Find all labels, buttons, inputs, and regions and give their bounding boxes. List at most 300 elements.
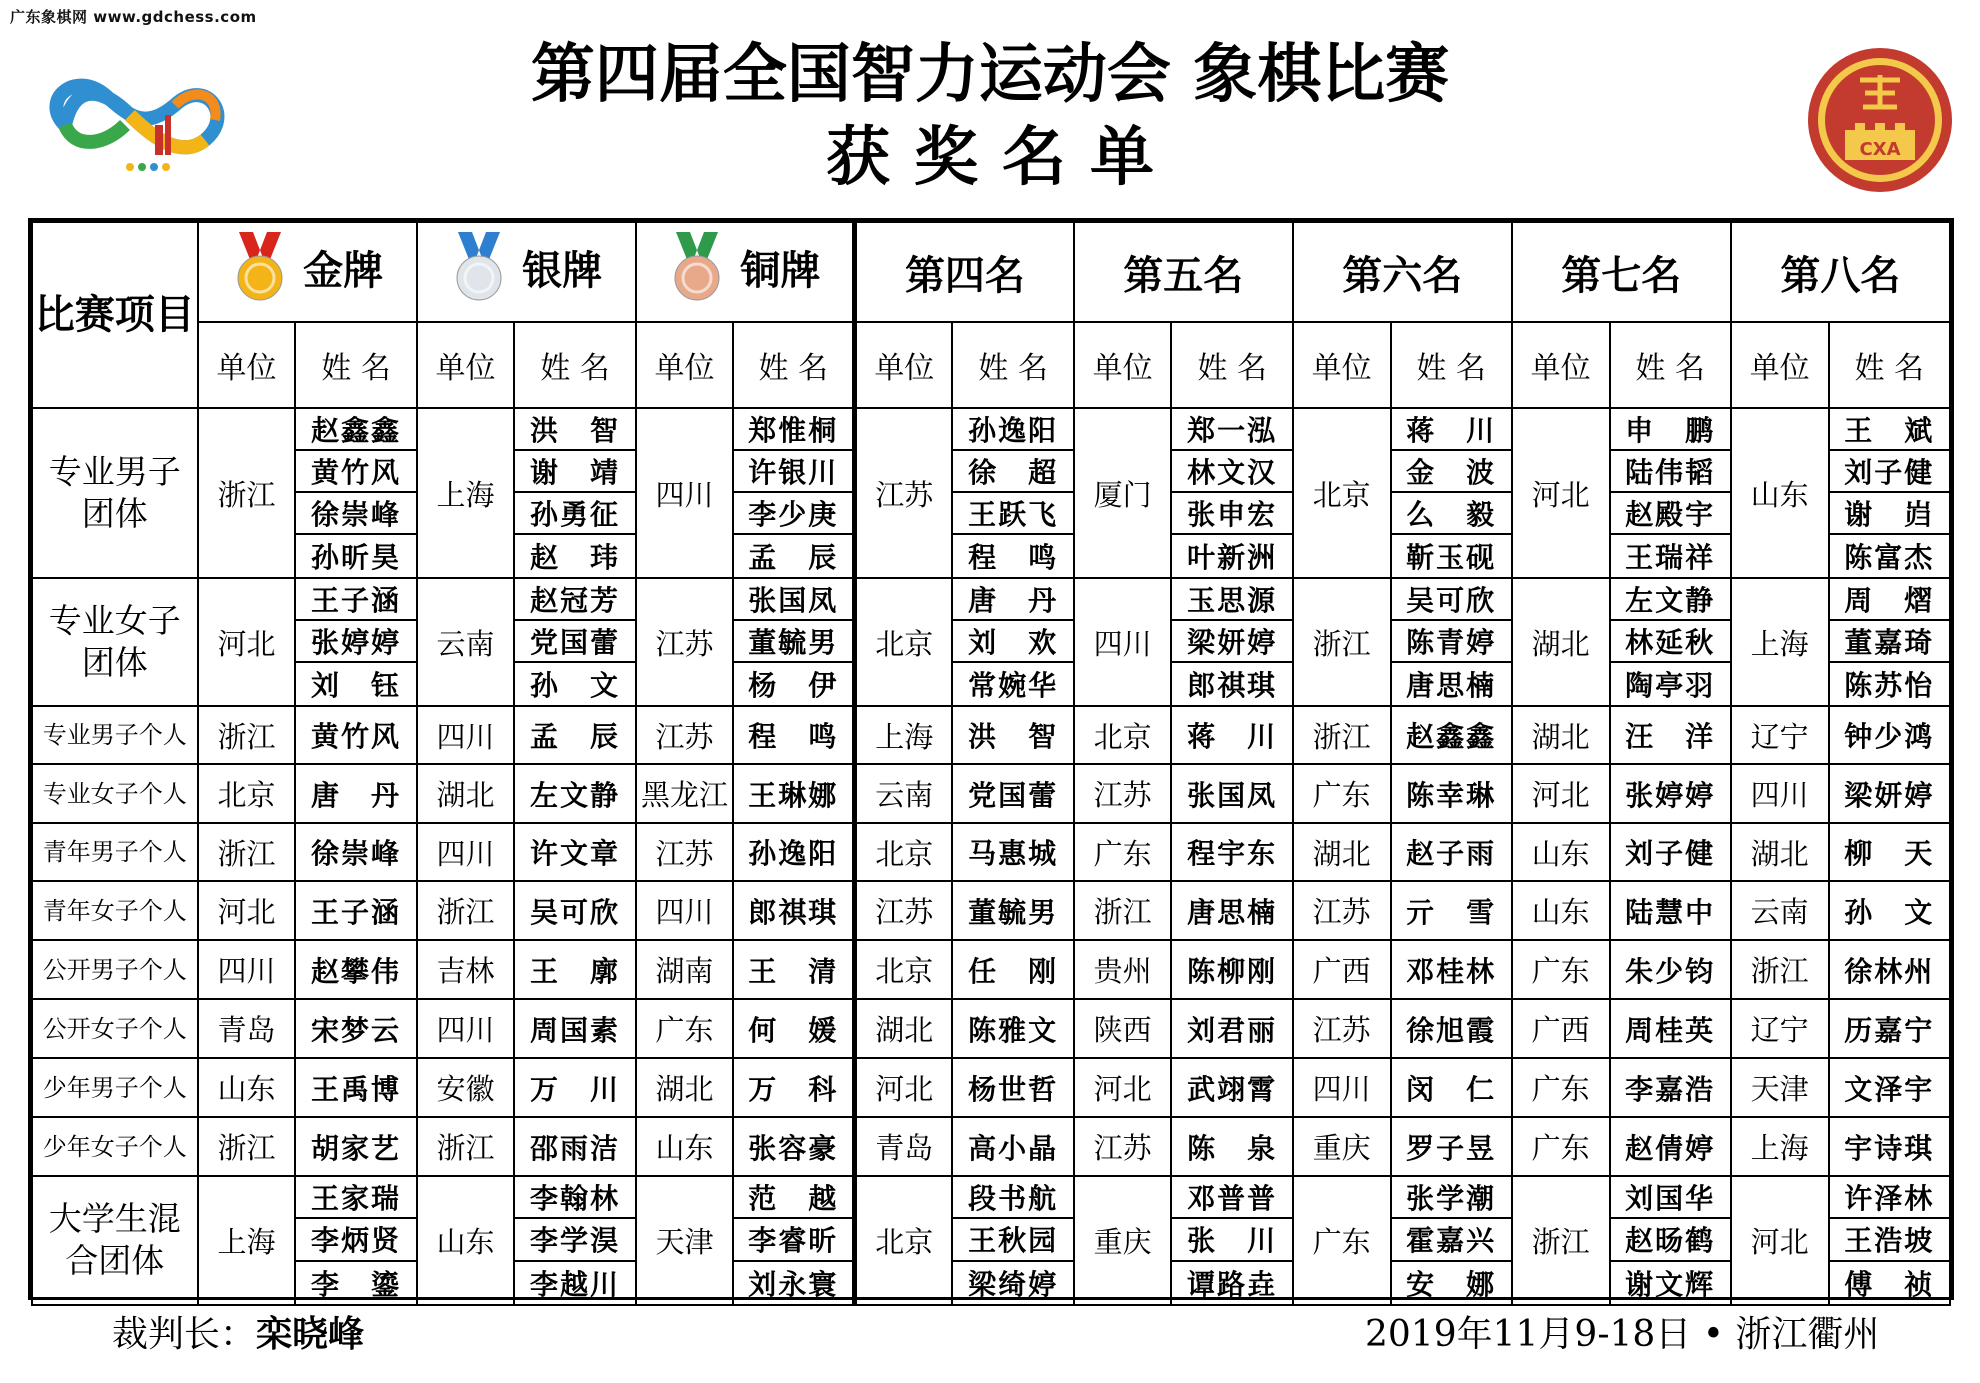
unit-cell: 湖北 xyxy=(636,1058,734,1117)
player-name: 王跃飞 xyxy=(953,493,1072,535)
names-cell xyxy=(1829,1176,1950,1305)
player-name: 陈青婷 xyxy=(1392,621,1511,663)
unit-cell: 北京 xyxy=(855,578,953,706)
names-cell xyxy=(1610,1117,1731,1176)
unit-cell: 浙江 xyxy=(417,881,515,940)
names-cell xyxy=(1391,408,1512,578)
player-name: 王瑞祥 xyxy=(1625,541,1716,574)
unit-cell: 辽宁 xyxy=(1731,999,1829,1058)
unit-cell: 四川 xyxy=(636,408,734,578)
player-name: 李嘉浩 xyxy=(1625,1072,1716,1106)
player-name: 王子涵 xyxy=(310,895,401,929)
unit-cell: 江苏 xyxy=(1293,881,1391,940)
unit-cell: 四川 xyxy=(417,823,515,881)
award-row xyxy=(32,1117,1950,1176)
names-cell xyxy=(1171,940,1292,999)
names-cell xyxy=(952,940,1073,999)
page-subtitle: 获奖名单 xyxy=(826,121,1178,195)
names-cell xyxy=(295,999,416,1058)
unit-cell: 广东 xyxy=(1512,940,1610,999)
player-name: 常婉华 xyxy=(968,669,1059,702)
player-name: 任 刚 xyxy=(968,954,1059,988)
names-cell xyxy=(733,881,854,940)
names-cell xyxy=(952,1117,1073,1176)
event-name: 青年女子个人 xyxy=(32,881,198,940)
unit-cell: 辽宁 xyxy=(1731,706,1829,764)
names-cell xyxy=(514,823,635,881)
unit-cell: 广东 xyxy=(1293,1176,1391,1305)
names-cell xyxy=(514,408,635,578)
award-row xyxy=(32,823,1950,881)
player-name: 张 川 xyxy=(1172,1219,1291,1261)
player-name: 程 鸣 xyxy=(748,720,839,753)
player-name: 么 毅 xyxy=(1392,493,1511,535)
player-name: 玉思源 xyxy=(1172,579,1291,621)
names-cell xyxy=(1610,999,1731,1058)
names-cell xyxy=(733,578,854,706)
unit-cell: 陕西 xyxy=(1074,999,1172,1058)
player-name: 李翰林 xyxy=(515,1177,634,1219)
player-name: 左文静 xyxy=(1611,579,1730,621)
unit-cell: 广西 xyxy=(1293,940,1391,999)
player-name: 周桂英 xyxy=(1625,1013,1716,1047)
names-cell xyxy=(952,999,1073,1058)
unit-cell: 浙江 xyxy=(1074,881,1172,940)
referee-label: 裁判长： xyxy=(112,1314,257,1355)
names-cell xyxy=(1829,764,1950,823)
player-name: 张婷婷 xyxy=(1625,778,1716,812)
player-name: 董毓男 xyxy=(734,621,852,663)
event-name: 少年男子个人 xyxy=(32,1058,198,1117)
names-cell xyxy=(1610,1176,1731,1305)
player-name: 蒋 川 xyxy=(1187,720,1278,753)
names-cell xyxy=(1171,881,1292,940)
names-cell xyxy=(514,1117,635,1176)
player-name: 孙逸阳 xyxy=(748,837,839,870)
unit-cell: 浙江 xyxy=(1512,1176,1610,1305)
names-cell xyxy=(295,1176,416,1305)
unit-cell: 云南 xyxy=(855,764,953,823)
player-name: 张婷婷 xyxy=(296,621,415,663)
unit-cell: 吉林 xyxy=(417,940,515,999)
unit-col-header: 单位 xyxy=(1074,322,1172,408)
player-name: 孙 文 xyxy=(1844,895,1935,929)
place-header-3 xyxy=(636,222,855,322)
names-cell xyxy=(1829,1117,1950,1176)
unit-cell: 湖北 xyxy=(1293,823,1391,881)
place-label: 第四名 xyxy=(904,252,1025,299)
unit-cell: 江苏 xyxy=(1074,1117,1172,1176)
place-label: 金牌 xyxy=(303,247,384,294)
names-cell xyxy=(1391,578,1512,706)
player-name: 陈雅文 xyxy=(968,1013,1059,1047)
player-name: 张容豪 xyxy=(748,1131,839,1165)
player-name: 邵雨洁 xyxy=(530,1131,621,1165)
player-name: 宇诗琪 xyxy=(1844,1131,1935,1165)
unit-cell: 山东 xyxy=(1512,823,1610,881)
player-name: 邓桂林 xyxy=(1406,954,1497,988)
unit-cell: 四川 xyxy=(636,881,734,940)
player-name: 李 鎏 xyxy=(310,1267,401,1301)
event-name: 少年女子个人 xyxy=(32,1117,198,1176)
player-name: 靳玉砚 xyxy=(1406,541,1497,574)
player-name: 王子涵 xyxy=(296,579,415,621)
names-cell xyxy=(514,881,635,940)
name-col-header: 姓 名 xyxy=(1829,322,1950,408)
unit-cell: 浙江 xyxy=(198,1117,296,1176)
unit-cell: 湖北 xyxy=(1731,823,1829,881)
award-row xyxy=(32,578,1950,706)
names-cell xyxy=(295,706,416,764)
unit-cell: 山东 xyxy=(198,1058,296,1117)
player-name: 孙 文 xyxy=(530,669,621,702)
player-name: 王 斌 xyxy=(1830,409,1949,451)
name-col-header: 姓 名 xyxy=(952,322,1073,408)
player-name: 傅 祯 xyxy=(1844,1267,1935,1301)
names-cell xyxy=(733,940,854,999)
player-name: 张申宏 xyxy=(1172,493,1291,535)
player-name: 赵鑫鑫 xyxy=(296,409,415,451)
place-header-2 xyxy=(417,222,636,322)
player-name: 高小晶 xyxy=(968,1131,1059,1165)
unit-col-header: 单位 xyxy=(1731,322,1829,408)
names-cell xyxy=(1171,764,1292,823)
award-row xyxy=(32,408,1950,578)
player-name: 罗子昱 xyxy=(1406,1131,1497,1165)
unit-cell: 上海 xyxy=(198,1176,296,1305)
player-name: 李越川 xyxy=(530,1267,621,1301)
unit-cell: 天津 xyxy=(636,1176,734,1305)
player-name: 朱少钧 xyxy=(1625,954,1716,988)
award-row xyxy=(32,1058,1950,1117)
unit-cell: 江苏 xyxy=(636,823,734,881)
unit-cell: 云南 xyxy=(417,578,515,706)
unit-cell: 浙江 xyxy=(1293,706,1391,764)
unit-cell: 天津 xyxy=(1731,1058,1829,1117)
unit-cell: 江苏 xyxy=(636,706,734,764)
names-cell xyxy=(514,1058,635,1117)
place-label: 银牌 xyxy=(522,247,603,294)
player-name: 周 熠 xyxy=(1830,579,1949,621)
player-name: 程宇东 xyxy=(1187,837,1278,870)
place-label: 第八名 xyxy=(1780,252,1901,299)
site-watermark: 广东象棋网 www.gdchess.com xyxy=(10,8,257,26)
names-cell xyxy=(952,706,1073,764)
names-cell xyxy=(1391,1176,1512,1305)
player-name: 赵旸鹤 xyxy=(1611,1219,1730,1261)
names-cell xyxy=(514,578,635,706)
unit-cell: 广东 xyxy=(1293,764,1391,823)
player-name: 谢文辉 xyxy=(1625,1267,1716,1301)
player-name: 张国凤 xyxy=(734,579,852,621)
unit-cell: 上海 xyxy=(855,706,953,764)
unit-cell: 四川 xyxy=(1293,1058,1391,1117)
name-col-header: 姓 名 xyxy=(733,322,854,408)
player-name: 洪 智 xyxy=(515,409,634,451)
page-title: 第四届全国智力运动会 象棋比赛 xyxy=(530,38,1450,112)
player-name: 董毓男 xyxy=(968,895,1059,929)
unit-cell: 浙江 xyxy=(198,706,296,764)
unit-cell: 浙江 xyxy=(1293,578,1391,706)
player-name: 刘永寰 xyxy=(748,1267,839,1301)
unit-cell: 广东 xyxy=(1074,823,1172,881)
player-name: 唐思楠 xyxy=(1406,669,1497,702)
award-grid xyxy=(31,221,1951,1306)
player-name: 汪 洋 xyxy=(1625,720,1716,753)
unit-cell: 浙江 xyxy=(198,823,296,881)
unit-cell: 北京 xyxy=(1074,706,1172,764)
player-name: 霍嘉兴 xyxy=(1392,1219,1511,1261)
names-cell xyxy=(733,1058,854,1117)
unit-cell: 广东 xyxy=(1512,1117,1610,1176)
names-cell xyxy=(514,999,635,1058)
player-name: 林延秋 xyxy=(1611,621,1730,663)
player-name: 范 越 xyxy=(734,1177,852,1219)
player-name: 董嘉琦 xyxy=(1830,621,1949,663)
unit-cell: 湖北 xyxy=(855,999,953,1058)
player-name: 叶新洲 xyxy=(1187,541,1278,574)
player-name: 许泽林 xyxy=(1830,1177,1949,1219)
names-cell xyxy=(952,881,1073,940)
player-name: 王琳娜 xyxy=(748,778,839,812)
player-name: 陈柳刚 xyxy=(1187,954,1278,988)
unit-cell: 厦门 xyxy=(1074,408,1172,578)
names-cell xyxy=(952,823,1073,881)
player-name: 李少庚 xyxy=(734,493,852,535)
unit-cell: 江苏 xyxy=(1074,764,1172,823)
player-name: 武翊霄 xyxy=(1187,1072,1278,1106)
player-name: 孟 辰 xyxy=(748,541,839,574)
player-name: 赵鑫鑫 xyxy=(1406,720,1497,753)
unit-cell: 北京 xyxy=(855,1176,953,1305)
names-cell xyxy=(733,764,854,823)
unit-cell: 湖北 xyxy=(1512,578,1610,706)
names-cell xyxy=(514,764,635,823)
player-name: 徐崇峰 xyxy=(296,493,415,535)
player-name: 孙勇征 xyxy=(515,493,634,535)
referee xyxy=(112,1312,364,1358)
place-header-4 xyxy=(855,222,1074,322)
names-cell xyxy=(733,408,854,578)
player-name: 何 媛 xyxy=(748,1013,839,1047)
player-name: 张国凤 xyxy=(1187,778,1278,812)
unit-cell: 四川 xyxy=(1074,578,1172,706)
event-name: 专业女子团体 xyxy=(32,578,198,706)
player-name: 许文章 xyxy=(530,837,621,870)
award-row xyxy=(32,706,1950,764)
unit-cell: 浙江 xyxy=(1731,940,1829,999)
player-name: 刘国华 xyxy=(1611,1177,1730,1219)
player-name: 刘 欢 xyxy=(953,621,1072,663)
player-name: 宋梦云 xyxy=(310,1013,401,1047)
unit-cell: 广东 xyxy=(636,999,734,1058)
unit-col-header: 单位 xyxy=(636,322,734,408)
unit-cell: 江苏 xyxy=(636,578,734,706)
names-cell xyxy=(1171,706,1292,764)
names-cell xyxy=(295,1117,416,1176)
player-name: 段书航 xyxy=(953,1177,1072,1219)
player-name: 马惠城 xyxy=(968,837,1059,870)
player-name: 杨世哲 xyxy=(968,1072,1059,1106)
names-cell xyxy=(1171,578,1292,706)
names-cell xyxy=(1391,823,1512,881)
unit-cell: 浙江 xyxy=(417,1117,515,1176)
unit-cell: 河北 xyxy=(198,578,296,706)
names-cell xyxy=(1171,1176,1292,1305)
unit-cell: 山东 xyxy=(1512,881,1610,940)
names-cell xyxy=(1610,578,1731,706)
date-place: 2019年11月9-18日 • 浙江衢州 xyxy=(1365,1314,1880,1355)
player-name: 李学淏 xyxy=(515,1219,634,1261)
player-name: 钟少鸿 xyxy=(1844,720,1935,753)
award-row xyxy=(32,764,1950,823)
names-cell xyxy=(952,1176,1073,1305)
names-cell xyxy=(952,578,1073,706)
names-cell xyxy=(733,1176,854,1305)
player-name: 陆伟韬 xyxy=(1611,451,1730,493)
names-cell xyxy=(514,1176,635,1305)
award-row xyxy=(32,940,1950,999)
names-cell xyxy=(1391,764,1512,823)
name-col-header: 姓 名 xyxy=(1610,322,1731,408)
names-cell xyxy=(1171,823,1292,881)
player-name: 刘子健 xyxy=(1625,837,1716,870)
unit-cell: 上海 xyxy=(1731,1117,1829,1176)
player-name: 刘君丽 xyxy=(1187,1013,1278,1047)
unit-cell: 云南 xyxy=(1731,881,1829,940)
names-cell xyxy=(1391,706,1512,764)
player-name: 李睿昕 xyxy=(734,1219,852,1261)
names-cell xyxy=(733,706,854,764)
player-name: 谭路垚 xyxy=(1187,1267,1278,1301)
names-cell xyxy=(1610,823,1731,881)
unit-cell: 贵州 xyxy=(1074,940,1172,999)
names-cell xyxy=(952,1058,1073,1117)
player-name: 周国素 xyxy=(530,1013,621,1047)
unit-cell: 河北 xyxy=(1074,1058,1172,1117)
unit-cell: 北京 xyxy=(198,764,296,823)
place-header-6 xyxy=(1293,222,1512,322)
player-name: 谢 靖 xyxy=(515,451,634,493)
unit-cell: 江苏 xyxy=(1293,999,1391,1058)
names-cell xyxy=(1829,823,1950,881)
place-label: 第六名 xyxy=(1342,252,1463,299)
player-name: 闵 仁 xyxy=(1406,1072,1497,1106)
player-name: 胡家艺 xyxy=(310,1131,401,1165)
unit-cell: 安徽 xyxy=(417,1058,515,1117)
names-cell xyxy=(1829,881,1950,940)
player-name: 唐 丹 xyxy=(953,579,1072,621)
player-name: 张学潮 xyxy=(1392,1177,1511,1219)
unit-cell: 广东 xyxy=(1512,1058,1610,1117)
names-cell xyxy=(1610,881,1731,940)
player-name: 赵倩婷 xyxy=(1625,1131,1716,1165)
player-name: 党国蕾 xyxy=(968,778,1059,812)
player-name: 许银川 xyxy=(734,451,852,493)
unit-cell: 四川 xyxy=(417,706,515,764)
names-cell xyxy=(1171,408,1292,578)
name-col-header: 姓 名 xyxy=(514,322,635,408)
gold-medal-icon xyxy=(231,232,289,302)
place-header-7 xyxy=(1512,222,1731,322)
place-label: 铜牌 xyxy=(740,247,821,294)
player-name: 梁妍婷 xyxy=(1172,621,1291,663)
award-row xyxy=(32,999,1950,1058)
unit-cell: 河北 xyxy=(1731,1176,1829,1305)
unit-cell: 河北 xyxy=(198,881,296,940)
unit-cell: 山东 xyxy=(417,1176,515,1305)
player-name: 赵殿宇 xyxy=(1611,493,1730,535)
player-name: 吴可欣 xyxy=(530,895,621,929)
names-cell xyxy=(514,706,635,764)
place-label: 第七名 xyxy=(1561,252,1682,299)
player-name: 唐思楠 xyxy=(1187,895,1278,929)
player-name: 赵冠芳 xyxy=(515,579,634,621)
event-name: 公开女子个人 xyxy=(32,999,198,1058)
names-cell xyxy=(295,940,416,999)
names-cell xyxy=(1610,408,1731,578)
player-name: 金 波 xyxy=(1392,451,1511,493)
player-name: 陈富杰 xyxy=(1844,541,1935,574)
names-cell xyxy=(1171,1058,1292,1117)
player-name: 徐旭霞 xyxy=(1406,1013,1497,1047)
names-cell xyxy=(295,823,416,881)
silver-medal-icon xyxy=(450,232,508,302)
event-header: 比赛项目 xyxy=(32,222,198,408)
player-name: 程 鸣 xyxy=(968,541,1059,574)
names-cell xyxy=(295,881,416,940)
unit-cell: 青岛 xyxy=(855,1117,953,1176)
player-name: 刘子健 xyxy=(1830,451,1949,493)
cxa-logo-text: CXA xyxy=(1859,139,1901,160)
unit-col-header: 单位 xyxy=(1512,322,1610,408)
player-name: 杨 伊 xyxy=(748,669,839,702)
player-name: 赵 玮 xyxy=(530,541,621,574)
unit-cell: 黑龙江 xyxy=(636,764,734,823)
event-name: 专业男子个人 xyxy=(32,706,198,764)
player-name: 洪 智 xyxy=(968,720,1059,753)
player-name: 万 川 xyxy=(530,1072,621,1106)
unit-cell: 浙江 xyxy=(198,408,296,578)
unit-cell: 北京 xyxy=(855,823,953,881)
player-name: 柳 天 xyxy=(1844,837,1935,870)
names-cell xyxy=(1391,881,1512,940)
player-name: 陈 泉 xyxy=(1187,1131,1278,1165)
player-name: 孙昕昊 xyxy=(310,541,401,574)
cxa-logo xyxy=(1805,45,1955,195)
names-cell xyxy=(295,1058,416,1117)
player-name: 郎祺琪 xyxy=(1187,669,1278,702)
player-name: 梁绮婷 xyxy=(968,1267,1059,1301)
name-col-header: 姓 名 xyxy=(295,322,416,408)
names-cell xyxy=(1391,940,1512,999)
player-name: 陈幸琳 xyxy=(1406,778,1497,812)
player-name: 申 鹏 xyxy=(1611,409,1730,451)
unit-col-header: 单位 xyxy=(417,322,515,408)
name-col-header: 姓 名 xyxy=(1171,322,1292,408)
player-name: 徐 超 xyxy=(953,451,1072,493)
names-cell xyxy=(295,408,416,578)
place-label: 第五名 xyxy=(1123,252,1244,299)
unit-cell: 湖南 xyxy=(636,940,734,999)
unit-col-header: 单位 xyxy=(1293,322,1391,408)
player-name: 陆慧中 xyxy=(1625,895,1716,929)
place-header-1 xyxy=(198,222,417,322)
player-name: 党国蕾 xyxy=(515,621,634,663)
referee-name: 栾晓峰 xyxy=(256,1314,365,1355)
names-cell xyxy=(1610,706,1731,764)
player-name: 林文汉 xyxy=(1172,451,1291,493)
